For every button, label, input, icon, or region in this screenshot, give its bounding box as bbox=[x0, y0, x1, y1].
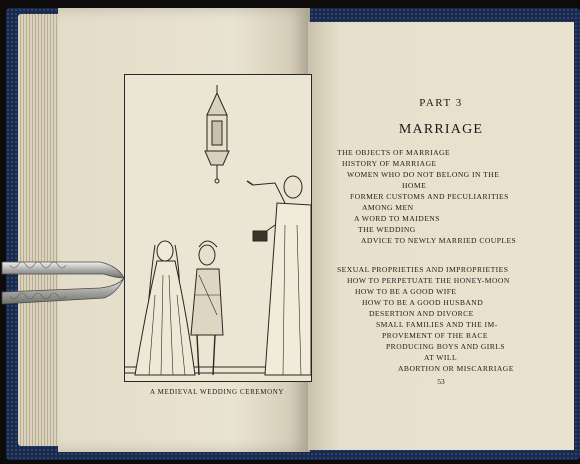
toc-item: AMONG MEN bbox=[362, 203, 414, 212]
toc-item: THE WEDDING bbox=[358, 225, 416, 234]
toc-item: WOMEN WHO DO NOT BELONG IN THE bbox=[347, 170, 500, 179]
wedding-illustration bbox=[124, 74, 312, 382]
toc-item: A WORD TO MAIDENS bbox=[354, 214, 440, 223]
toc-item: ABORTION OR MISCARRIAGE bbox=[398, 364, 514, 373]
toc-item: HOW TO BE A GOOD WIFE bbox=[355, 287, 457, 296]
toc-item: DESERTION AND DIVORCE bbox=[369, 309, 474, 318]
toc-item: AT WILL bbox=[424, 353, 458, 362]
toc-item: PRODUCING BOYS AND GIRLS bbox=[386, 342, 506, 351]
toc-item: HOW TO BE A GOOD HUSBAND bbox=[362, 298, 484, 307]
toc-item: HOME bbox=[402, 181, 427, 190]
medieval-wedding-drawing bbox=[125, 75, 311, 381]
illustration-caption: A MEDIEVAL WEDDING CEREMONY bbox=[149, 388, 285, 396]
toc-item: PROVEMENT OF THE RACE bbox=[382, 331, 488, 340]
page-clip bbox=[0, 256, 126, 312]
toc-item: HOW TO PERPETUATE THE HONEY-MOON bbox=[347, 276, 510, 285]
part-label: PART 3 bbox=[419, 97, 463, 109]
toc-item: THE OBJECTS OF MARRIAGE bbox=[337, 148, 451, 157]
toc-item: FORMER CUSTOMS AND PECULIARITIES bbox=[350, 192, 509, 201]
clip-drawing bbox=[0, 256, 126, 312]
toc-item: SMALL FAMILIES AND THE IM- bbox=[376, 320, 498, 329]
section-title: MARRIAGE bbox=[398, 122, 484, 137]
toc-item: ADVICE TO NEWLY MARRIED COUPLES bbox=[361, 236, 517, 245]
page-number: 53 bbox=[437, 377, 445, 386]
toc-item: SEXUAL PROPRIETIES AND IMPROPRIETIES bbox=[337, 265, 509, 274]
toc-item: HISTORY OF MARRIAGE bbox=[342, 159, 437, 168]
